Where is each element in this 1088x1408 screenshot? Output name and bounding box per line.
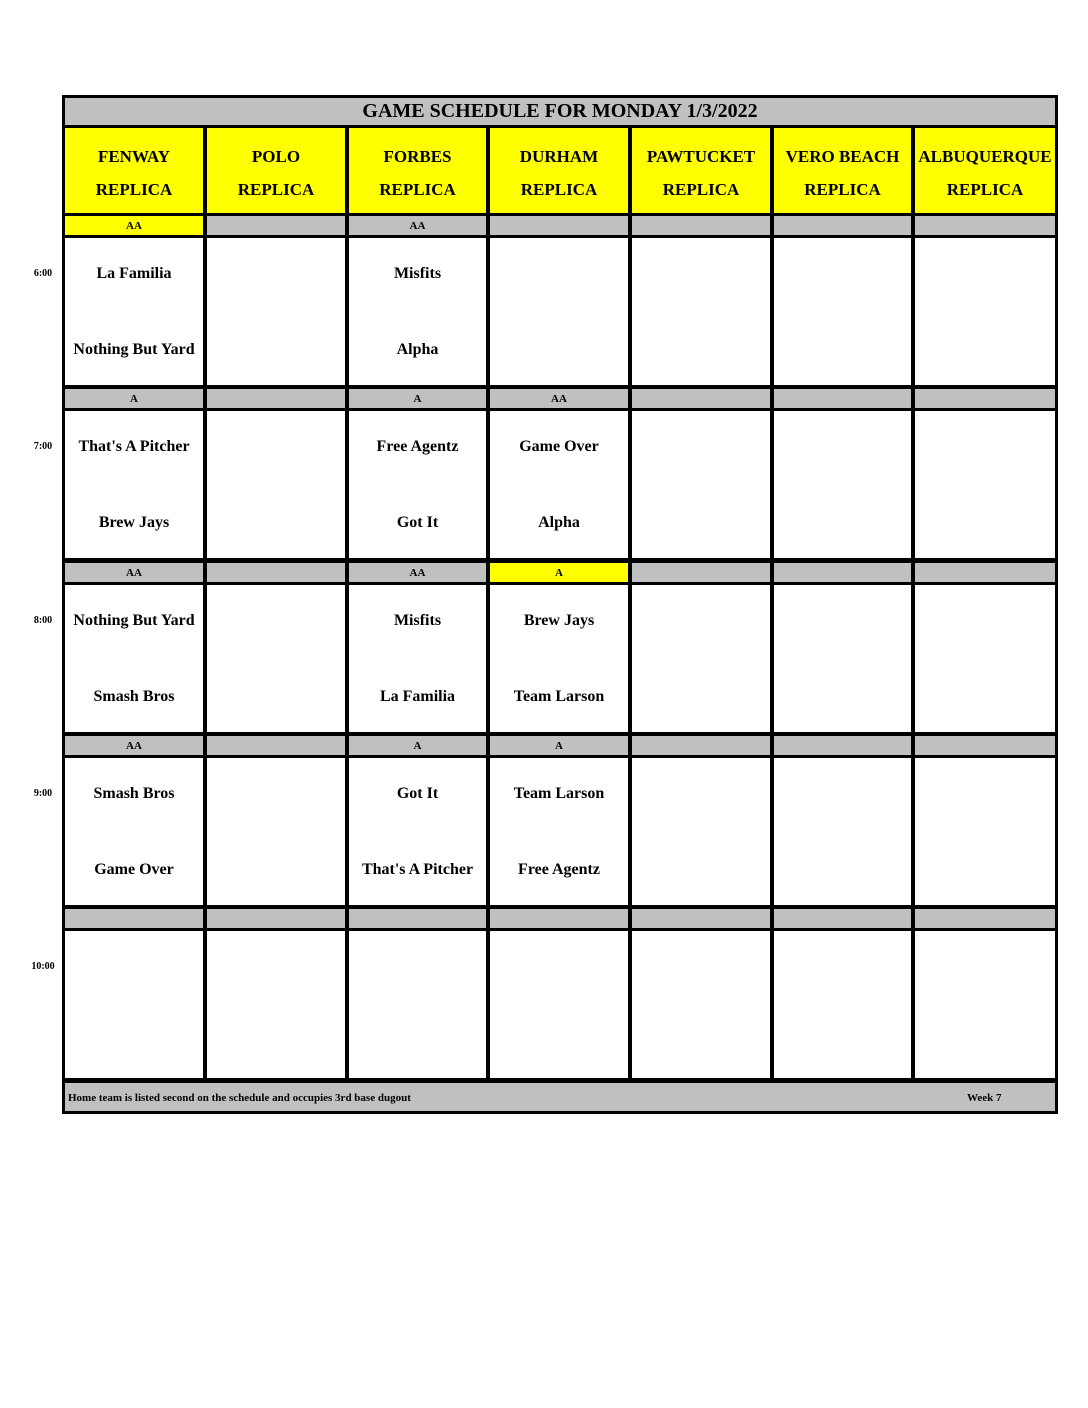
game-cell [774,585,911,732]
game-cell [490,411,628,558]
game-cell [774,931,911,1078]
away-team: That's A Pitcher [78,438,190,455]
game-cell [774,758,911,905]
division-label [490,909,628,928]
game-cell [207,931,345,1078]
division-label [207,909,345,928]
division-label: AA [65,736,203,755]
field-subtitle: REPLICA [379,180,456,199]
division-label [915,909,1055,928]
field-name: PAWTUCKET [646,147,756,166]
game-cell [207,238,345,385]
field-subtitle: REPLICA [662,180,740,199]
footer-note: Home team is listed second on the schedule and occupies 3rd base dugout [68,1092,411,1104]
away-team: Misfits [393,265,442,282]
game-cell [915,931,1055,1078]
game-cell [774,411,911,558]
field-name: ALBUQUERQUE [918,147,1052,166]
division-label [632,909,770,928]
game-cell [65,758,203,905]
division-label [915,563,1055,582]
division-label: AA [349,216,486,235]
home-team: La Familia [379,688,456,705]
field-header-durham [490,128,628,213]
away-team: Team Larson [513,785,605,802]
division-label [207,736,345,755]
away-team: Smash Bros [93,785,175,802]
game-cell [349,758,486,905]
week-label: Week 7 [967,1092,1002,1104]
game-cell [632,585,770,732]
schedule-title: GAME SCHEDULE FOR MONDAY 1/3/2022 [65,98,1055,125]
away-team: Brew Jays [523,612,595,629]
home-team: Smash Bros [93,688,175,705]
division-label [490,216,628,235]
division-label [207,216,345,235]
game-cell [490,931,628,1078]
division-label [915,736,1055,755]
field-name: FENWAY [97,147,171,166]
game-cell [915,585,1055,732]
field-name: POLO [251,147,301,166]
field-header-albuquerque [915,128,1055,213]
home-team: Alpha [396,341,439,358]
field-subtitle: REPLICA [520,180,598,199]
schedule-table [62,95,1058,1114]
division-label: AA [490,389,628,408]
away-team: Misfits [393,612,442,629]
division-label: A [349,736,486,755]
time-label: 10:00 [31,961,55,972]
division-label [774,389,911,408]
division-label: A [490,563,628,582]
away-team: Game Over [519,438,599,455]
game-cell [349,411,486,558]
game-cell [490,758,628,905]
home-team: Brew Jays [98,514,170,531]
away-team: Got It [396,785,439,802]
game-cell [207,758,345,905]
division-label: AA [349,563,486,582]
game-cell [915,238,1055,385]
division-label [207,563,345,582]
game-cell [632,758,770,905]
division-label [632,216,770,235]
field-subtitle: REPLICA [237,180,315,199]
field-subtitle: REPLICA [804,180,881,199]
away-team: Free Agentz [376,438,459,455]
game-cell [65,238,203,385]
division-label [207,389,345,408]
game-cell [65,411,203,558]
division-label [632,389,770,408]
away-team: La Familia [96,265,172,282]
field-header-forbes [349,128,486,213]
game-cell [915,758,1055,905]
field-subtitle: REPLICA [95,180,173,199]
game-cell [65,931,203,1078]
field-header-fenway [65,128,203,213]
field-name: DURHAM [519,147,599,166]
field-header-pawtucket [632,128,770,213]
game-cell [349,585,486,732]
division-label: A [490,736,628,755]
home-team: Game Over [94,861,174,878]
division-label: AA [65,563,203,582]
division-label [774,736,911,755]
game-cell [349,238,486,385]
field-name: VERO BEACH [785,147,900,166]
division-label [774,216,911,235]
division-label [915,216,1055,235]
home-team: Team Larson [513,688,605,705]
division-label: A [65,389,203,408]
division-label [774,563,911,582]
division-label [632,736,770,755]
time-label: 9:00 [33,788,53,799]
division-label [632,563,770,582]
away-team: Nothing But Yard [73,612,195,629]
field-name: FORBES [383,147,452,166]
field-header-vero-beach [774,128,911,213]
game-cell [774,238,911,385]
game-cell [915,411,1055,558]
game-cell [207,585,345,732]
home-team: Got It [396,514,439,531]
game-cell [65,585,203,732]
time-label: 6:00 [33,268,53,279]
division-label [349,909,486,928]
field-subtitle: REPLICA [946,180,1024,199]
home-team: Nothing But Yard [73,341,195,358]
division-label: A [349,389,486,408]
game-cell [632,238,770,385]
game-cell [207,411,345,558]
game-cell [490,238,628,385]
division-label [65,909,203,928]
home-team: Alpha [538,514,580,531]
home-team: That's A Pitcher [361,861,474,878]
division-label [915,389,1055,408]
home-team: Free Agentz [518,861,600,878]
game-cell [490,585,628,732]
time-label: 7:00 [33,441,53,452]
game-cell [632,931,770,1078]
division-label: AA [65,216,203,235]
time-label: 8:00 [33,615,53,626]
division-label [774,909,911,928]
game-cell [349,931,486,1078]
field-header-polo [207,128,345,213]
footer-bar [65,1083,1055,1111]
game-cell [632,411,770,558]
